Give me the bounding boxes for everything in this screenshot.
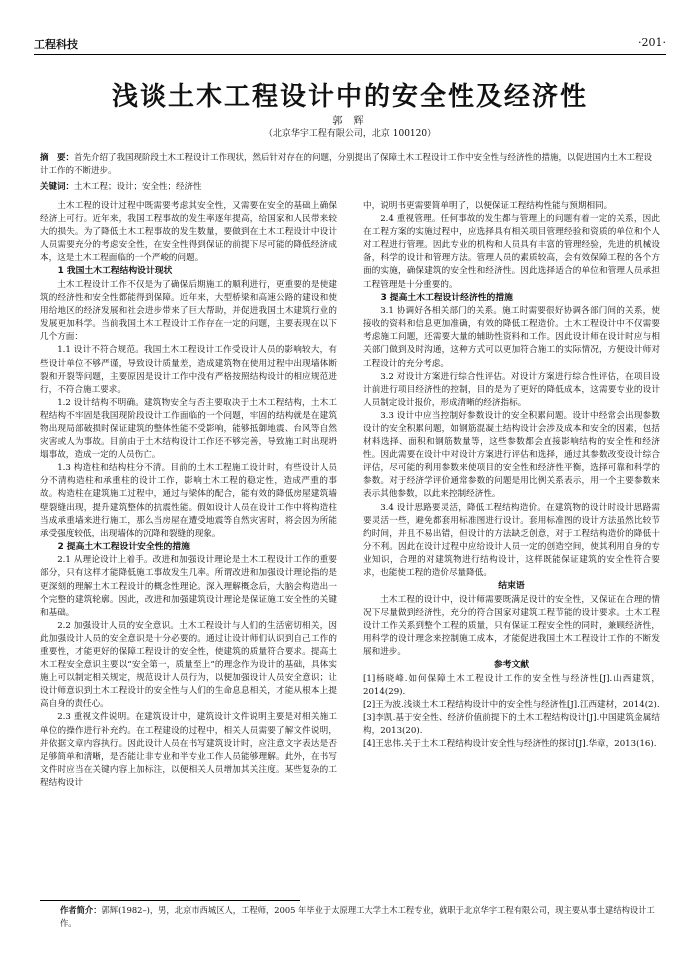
body-paragraph: 2.1 从理论设计上着手。改进和加强设计理论是土木工程设计工作的重要部分，只有这样才能降低施工事故发生几率。所谓改进和加强设计理论指的是更深刻的理解土木工程设计的概念性理论。深入理解概念后，大脑会构造出一个完整的建筑轮廓。因此，改进和加强建筑设计理论是保证施工安全性的关键和基础。 <box>40 555 337 618</box>
keywords <box>40 181 660 194</box>
author-name: 郭 辉 <box>332 116 368 127</box>
page-number: ·201· <box>638 36 666 49</box>
footnote-text: 郭辉(1982–)，男，北京市西城区人，工程师，2005 年毕业于太原理工大学土木工程专业，就职于北京华宇工程有限公司，现主要从事土建结构设计工作。 <box>60 905 655 928</box>
header-rule <box>34 54 666 55</box>
abstract <box>40 152 660 178</box>
keywords-label: 关键词： <box>40 182 75 192</box>
section-heading: 结束语 <box>498 581 525 592</box>
reference-item: [4]王忠伟.关于土木工程结构设计安全性与经济性的探讨[J].华章，2013(16). <box>363 739 657 750</box>
body-paragraph: 土木工程的设计过程中既需要考虑其安全性，又需要在安全的基础上确保经济上可行。近年来，我国工程事故的发生率逐年提高，给国家和人民带来较大的损失。为了降低土木工程事故的发生数量，要做到在土木工程设计中设计人员需要充分的考虑安全性，在安全性得到保证的前提下尽可能的降低经济成本，这是土木工程面临的一个严峻的问题。 <box>40 201 337 264</box>
page-header <box>34 30 666 50</box>
body-column-left <box>40 200 337 790</box>
body-paragraph: 2.2 加强设计人员的安全意识。土木工程设计与人们的生活密切相关，因此加强设计人员的安全意识是十分必要的。通过让设计师们认识到自己工作的重要性，才能更好的保障工程设计的安全性，使建筑的质量符合要求。提高土木工程安全意识主要以“安全第一，质量至上”的理念作为设计的基础，具体实施上可以制定相关规定，规范设计人员行为，以便加强设计人员安全意识；让设计师意识到土木工程设计的安全性与人们的生命息息相关，才能从根本上提高自身的责任心。 <box>40 620 337 710</box>
journal-name: 工程科技 <box>34 38 78 51</box>
body-paragraph: 1.3 构造柱和结构柱分不清。目前的土木工程施工设计时，有些设计人员分不清构造柱和承重柱的设计工作，影响土木工程的稳定性，造成严重的事故。构造柱在建筑施工过程中，通过与梁体的配合，能有效的降低房屋建筑墙壁裂缝出现，提升建筑整体的抗震性能。假如设计人员在设计工作中将构造柱当成承重墙来进行施工，那么当房屋在遭受地震等自然灾害时，将会因为所能承受强度较低，出现墙体的沉降和裂缝的现象。 <box>40 463 337 539</box>
article-title: 浅谈土木工程设计中的安全性及经济性 <box>111 82 588 112</box>
body-column-right <box>363 200 660 751</box>
body-paragraph: 3.3 设计中应当控制好参数设计的安全积累问题。设计中经常会出现参数设计的安全积累问题，如钢筋混凝土结构设计会涉及成本和安全的因素，包括材料选择、面积和钢筋数量等，这些参数都会直接影响结构的安全性和经济性。因此需要在设计中对设计方案进行评估和选择，通过其参数改变设计综合评估，尽可能的利用参数来使项目的安全性和经济性平衡，选择可靠和科学的参数。对于经济学评价通常参数的问题是用比例关系表示，用一个主要参数来表示其他参数，以此来控制经济性。 <box>363 410 660 500</box>
section-heading: 1 我国土木工程结构设计现状 <box>57 266 173 277</box>
body-paragraph: 土木工程设计工作不仅是为了确保后期施工的顺利进行，更重要的是使建筑的经济性和安全性都能得到保障。近年来，大型桥梁和高速公路的建设和使用给地区的经济发展和社会进步带来了巨大帮助，并促进我国土木建筑行业的发展更加科学。当前我国土木工程设计工作存在一定的问题，主要表现在以下几个方面： <box>40 279 337 343</box>
body-paragraph: 中，说明书更需要简单明了，以便保证工程结构性能与预期相同。 <box>363 201 613 211</box>
footnote-rule <box>40 900 300 901</box>
body-paragraph: 2.3 重视文件说明。在建筑设计中，建筑设计文件说明主要是对相关施工单位的操作进行补充约。在工程建设的过程中，相关人员需要了解文件说明，并依据文章内容执行。因此设计人员在书写建筑设计时，应注意文字表达是否足够简单和清晰，是否能让非专业和半专业工作人员能够理解。此外，在书写文件时应当在关键内容上加标注，以便相关人员增加其关注度。某些复杂的工程结构设计 <box>40 712 337 788</box>
body-paragraph: 1.1 设计不符合规范。我国土木工程设计工作受设计人员的影响较大，有些设计单位不够严谨，导致设计质量差，造成建筑物在使用过程中出现墙体断裂和开裂等问题，主要原因是设计工作中没有严格按照结构设计的相应规范进行，不符合施工要求。 <box>40 345 337 395</box>
reference-item: [2]王为波.浅谈土木工程结构设计中的安全性与经济性[J].江西建材，2014(2). <box>363 699 660 710</box>
body-paragraph: 1.2 设计结构不明确。建筑物安全与否主要取决于土木工程结构，土木工程结构不牢固是我国现阶段设计工作面临的一个问题，牢固的结构就是在建筑物出现局部破损时保证建筑的整体性能不受影响，能够抵御地震、台风等自然灾害或人为事故。目前由于土木结构设计工作还不够完善，导致施工时出现坍塌事故，造成一定的人员伤亡。 <box>40 397 337 461</box>
body-paragraph: 3.4 设计思路要灵活，降低工程结构造价。在建筑物的设计时设计思路需要灵活一些，避免都套用标准图进行设计。套用标准图的设计方法虽然比较节约时间，并且不易出错，但设计的方法缺乏创意，对于工程结构造价的降低十分不利。因此在设计过程中应给设计人员一定的创造空间，使其利用自身的专业知识，合理的对建筑物进行结构设计，这样既能保证建筑的安全性符合要求，也能使工程的造价尽量降低。 <box>363 502 660 579</box>
body-paragraph: 土木工程的设计中，设计师需要既满足设计的安全性，又保证在合理的情况下尽量做到经济性，充分的符合国家对建筑工程节能的设计要求。土木工程设计工作关系到整个工程的质量，只有保证工程安全性的同时，兼顾经济性，用科学的设计理念来控制施工成本，才能促进我国土木工程设计工作的不断发展和进步。 <box>363 594 660 657</box>
author-affiliation: （北京华宇工程有限公司，北京 100120） <box>263 129 437 139</box>
body-paragraph: 3.2 对设计方案进行综合性评估。对设计方案进行综合性评估，在项目设计前进行项目经济性的控制，目的是为了更好的降低成本，这需要专业的设计人员制定设计报价，形成清晰的经济指标。 <box>363 371 660 408</box>
author-footnote <box>60 904 660 930</box>
body-paragraph: 3.1 协调好各相关部门的关系。施工时需要很好协调各部门间的关系，使接收的资料和信息更加准确，有效的降低工程造价。土木工程设计中不仅需要考虑施工问题，还需要大量的辅助性资料和工作。因此设计师在设计时应与相关部门做到及时沟通，这种方式可以更加符合施工的实际情况，方便设计师对工程设计的充分考虑。 <box>363 306 660 369</box>
section-heading: 2 提高土木工程设计安全性的措施 <box>57 541 190 552</box>
body-paragraph: 2.4 重视管理。任何事故的发生都与管理上的问题有着一定的关系，因此在工程方案的实施过程中，应选择具有相关项目管理经验和资质的单位和个人对工程进行管理。因此专业的机构和人员具有丰富的管理经验，先进的机械设备，科学的设计和管理方法。管理人员的素质较高，会有效保障工程的各个方面的实施，确保建筑的安全性和经济性。因此选择适合的单位和管理人员承担工程管理是十分重要的。 <box>363 214 660 290</box>
section-heading: 3 提高土木工程设计经济性的措施 <box>380 292 513 303</box>
reference-item: [1]杨晓峰.如何保障土木工程设计工作的安全性与经济性[J].山西建筑，2014(29). <box>363 673 660 697</box>
keywords-text: 土木工程；设计；安全性；经济性 <box>74 182 202 192</box>
section-heading: 参考文献 <box>493 660 530 671</box>
abstract-text: 首先介绍了我国现阶段土木工程设计工作现状，然后针对存在的问题，分别提出了保障土木工程设计工作中安全性与经济性的措施，以促进国内土木工程设计工作的不断进步。 <box>40 153 653 176</box>
reference-item: [3]李凯.基于安全性、经济价值前提下的土木工程结构设计[J].中国建筑金属结构，2013(20). <box>363 712 660 736</box>
footnote-label: 作者简介： <box>60 905 102 915</box>
abstract-label: 摘 要： <box>40 153 75 163</box>
